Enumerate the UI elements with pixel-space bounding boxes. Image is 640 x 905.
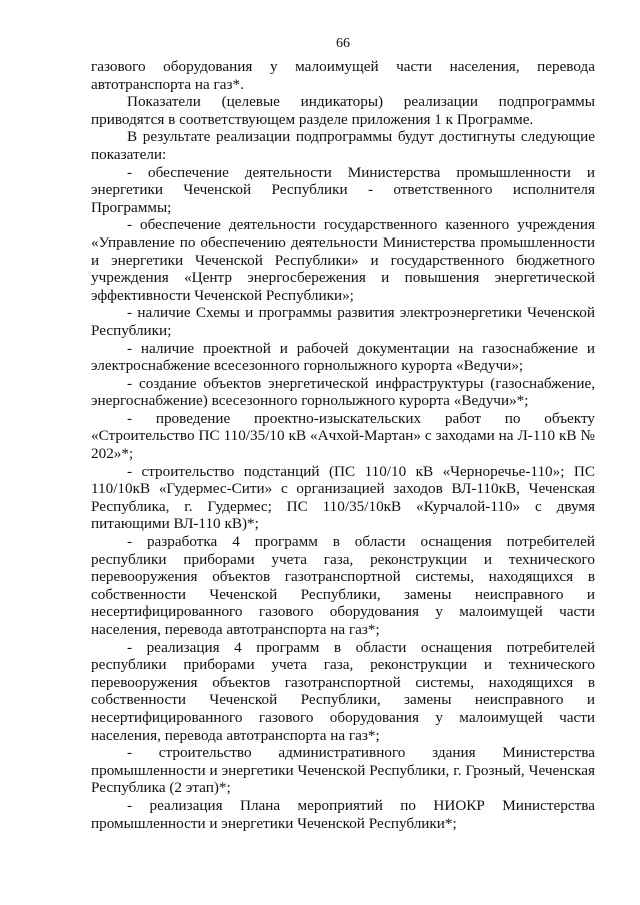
page-number: 66 bbox=[336, 36, 350, 51]
paragraph-results-intro: В результате реализации подпрограммы будут достигнуты следующие показатели: bbox=[91, 128, 595, 163]
list-item: - строительство подстанций (ПС 110/10 кВ «Черноречье-110»; ПС 110/10кВ «Гудермес-Сити» с организацией заходов ВЛ-110кВ, Чеченская Республика, г. Гудермес; ПС 110/35/10кВ «Курчалой-110» с двумя питающими ВЛ-110 кВ)*; bbox=[91, 462, 595, 533]
document-body bbox=[91, 58, 595, 832]
list-item: - проведение проектно-изыскательских работ по объекту «Строительство ПС 110/35/10 кВ «Ачхой-Мартан» с заходами на Л-110 кВ № 202»*; bbox=[91, 409, 595, 463]
list-item: - обеспечение деятельности государственного казенного учреждения «Управление по обеспечению деятельности Министерства промышленности и энергетики Чеченской Республики» и государственного бюджетного учреждения «Центр энергосбережения и повышения энергетической эффективности Чеченской Республики»; bbox=[91, 216, 595, 304]
list-item: - реализация 4 программ в области оснащения потребителей республики приборами учета газа, реконструкции и технического перевооружения объектов газотранспортной системы, находящихся в собственности Чеченской Республики, замены неисправного и несертифицированного газового оборудования у малоимущей части населения, перевода автотранспорта на газ*; bbox=[91, 638, 595, 744]
list-item: - обеспечение деятельности Министерства промышленности и энергетики Чеченской Республики - ответственного исполнителя Программы; bbox=[91, 163, 595, 216]
list-item: - наличие Схемы и программы развития электроэнергетики Чеченской Республики; bbox=[91, 304, 595, 339]
paragraph-indicators: Показатели (целевые индикаторы) реализации подпрограммы приводятся в соответствующем разделе приложения 1 к Программе. bbox=[91, 93, 595, 128]
document-page bbox=[91, 36, 595, 896]
paragraph-continuation: газового оборудования у малоимущей части населения, перевода автотранспорта на газ*. bbox=[91, 58, 595, 93]
list-item: - разработка 4 программ в области оснащения потребителей республики приборами учета газа, реконструкции и технического перевооружения объектов газотранспортной системы, находящихся в собственности Чеченской Республики, замены неисправного и несертифицированного газового оборудования у малоимущей части населения, перевода автотранспорта на газ*; bbox=[91, 533, 595, 638]
list-item: - создание объектов энергетической инфраструктуры (газоснабжение, энергоснабжение) всесезонного горнолыжного курорта «Ведучи»*; bbox=[91, 374, 595, 410]
list-item: - строительство административного здания Министерства промышленности и энергетики Чеченской Республики, г. Грозный, Чеченская Республика (2 этап)*; bbox=[91, 744, 595, 797]
list-item: - реализация Плана мероприятий по НИОКР Министерства промышленности и энергетики Чеченской Республики*; bbox=[91, 796, 595, 832]
list-item: - наличие проектной и рабочей документации на газоснабжение и электроснабжение всесезонного горнолыжного курорта «Ведучи»; bbox=[91, 339, 595, 375]
